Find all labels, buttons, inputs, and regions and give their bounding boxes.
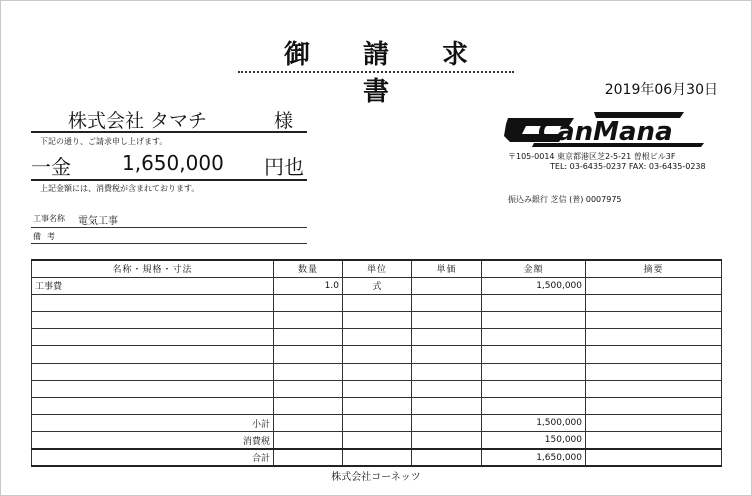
cell-unit-price xyxy=(412,398,482,415)
cell-remarks xyxy=(586,398,722,415)
total-amount: 1,650,000 xyxy=(122,151,224,175)
subtotal-label: 小計 xyxy=(32,415,274,432)
project-label: 工事名称 xyxy=(33,214,65,223)
cell-name xyxy=(32,398,274,415)
tax-note: 上記金額には、消費税が含まれております。 xyxy=(40,184,200,193)
cell-unit-price xyxy=(412,346,482,363)
cell-name xyxy=(32,363,274,380)
subtotal-amount: 1,500,000 xyxy=(482,415,586,432)
table-row xyxy=(32,329,722,346)
cell-unit xyxy=(343,329,412,346)
table-row xyxy=(32,380,722,397)
bank-info: 振込み銀行 芝信 (普) 0007975 xyxy=(508,195,622,204)
cell-remarks xyxy=(586,294,722,311)
cell-unit xyxy=(343,363,412,380)
header-unit-price: 単価 xyxy=(412,260,482,277)
tax-row xyxy=(32,432,722,449)
cell-unit-price xyxy=(412,294,482,311)
table-header-row xyxy=(32,260,722,277)
remarks-label: 備考 xyxy=(33,232,61,241)
footer-company: 株式会社コーネッツ xyxy=(331,472,421,483)
cell-unit xyxy=(343,380,412,397)
cell-unit-price xyxy=(412,277,482,294)
customer-divider xyxy=(31,131,307,133)
cell-remarks xyxy=(586,329,722,346)
cell-name xyxy=(32,312,274,329)
header-remarks: 摘要 xyxy=(586,260,722,277)
title-underline xyxy=(238,71,514,73)
header-amount: 金額 xyxy=(482,260,586,277)
cell-quantity xyxy=(274,363,343,380)
cell-unit-price xyxy=(412,380,482,397)
project-value: 電気工事 xyxy=(78,216,118,227)
cell-remarks xyxy=(586,363,722,380)
grand-total-amount: 1,650,000 xyxy=(482,449,586,466)
cell-quantity xyxy=(274,346,343,363)
table-row xyxy=(32,398,722,415)
cell-unit: 式 xyxy=(343,277,412,294)
amount-divider xyxy=(31,179,307,181)
table-row xyxy=(32,363,722,380)
cell-unit-price xyxy=(412,329,482,346)
cell-remarks xyxy=(586,312,722,329)
cell-remarks xyxy=(586,380,722,397)
issuer-contact: TEL: 03-6435-0237 FAX: 03-6435-0238 xyxy=(550,162,706,171)
header-quantity: 数量 xyxy=(274,260,343,277)
cell-quantity xyxy=(274,329,343,346)
logo-lettering: CanMana xyxy=(538,117,673,147)
cell-name xyxy=(32,346,274,363)
table-row xyxy=(32,312,722,329)
cell-amount xyxy=(482,363,586,380)
customer-name: 株式会社 タマチ xyxy=(68,110,208,132)
cell-amount xyxy=(482,312,586,329)
cell-amount xyxy=(482,329,586,346)
total-row xyxy=(32,449,722,466)
cell-unit-price xyxy=(412,363,482,380)
invoice-title: 御 請 求 書 xyxy=(283,40,491,107)
cell-quantity xyxy=(274,398,343,415)
total-prefix: 一金 xyxy=(31,155,71,179)
project-divider xyxy=(31,227,307,228)
cell-name: 工事費 xyxy=(32,277,274,294)
cell-unit xyxy=(343,398,412,415)
header-item-name: 名称・規格・寸法 xyxy=(32,260,274,277)
table-row xyxy=(32,277,722,294)
cell-amount xyxy=(482,346,586,363)
cell-remarks xyxy=(586,346,722,363)
cell-amount xyxy=(482,380,586,397)
cell-quantity xyxy=(274,380,343,397)
issue-date: 2019年06月30日 xyxy=(604,82,718,98)
cell-amount xyxy=(482,398,586,415)
intro-note: 下記の通り、ご請求申し上げます。 xyxy=(40,137,168,146)
line-items-table xyxy=(31,259,722,467)
cell-quantity xyxy=(274,294,343,311)
cell-amount xyxy=(482,294,586,311)
company-logo xyxy=(504,110,709,148)
total-suffix: 円也 xyxy=(264,155,304,179)
cell-name xyxy=(32,380,274,397)
cell-unit xyxy=(343,294,412,311)
total-label: 合計 xyxy=(32,449,274,466)
cell-quantity xyxy=(274,312,343,329)
issuer-address: 〒105-0014 東京都港区芝2-5-21 曽根ビル3F xyxy=(508,152,676,161)
remarks-divider xyxy=(31,243,307,244)
customer-honorific: 様 xyxy=(274,110,294,132)
subtotal-row xyxy=(32,415,722,432)
cell-unit-price xyxy=(412,312,482,329)
cell-name xyxy=(32,329,274,346)
cell-unit xyxy=(343,346,412,363)
cell-name xyxy=(32,294,274,311)
table-row xyxy=(32,294,722,311)
table-row xyxy=(32,346,722,363)
tax-amount: 150,000 xyxy=(482,432,586,449)
tax-label: 消費税 xyxy=(32,432,274,449)
cell-amount: 1,500,000 xyxy=(482,277,586,294)
header-unit: 単位 xyxy=(343,260,412,277)
cell-remarks xyxy=(586,277,722,294)
cell-quantity: 1.0 xyxy=(274,277,343,294)
cell-unit xyxy=(343,312,412,329)
